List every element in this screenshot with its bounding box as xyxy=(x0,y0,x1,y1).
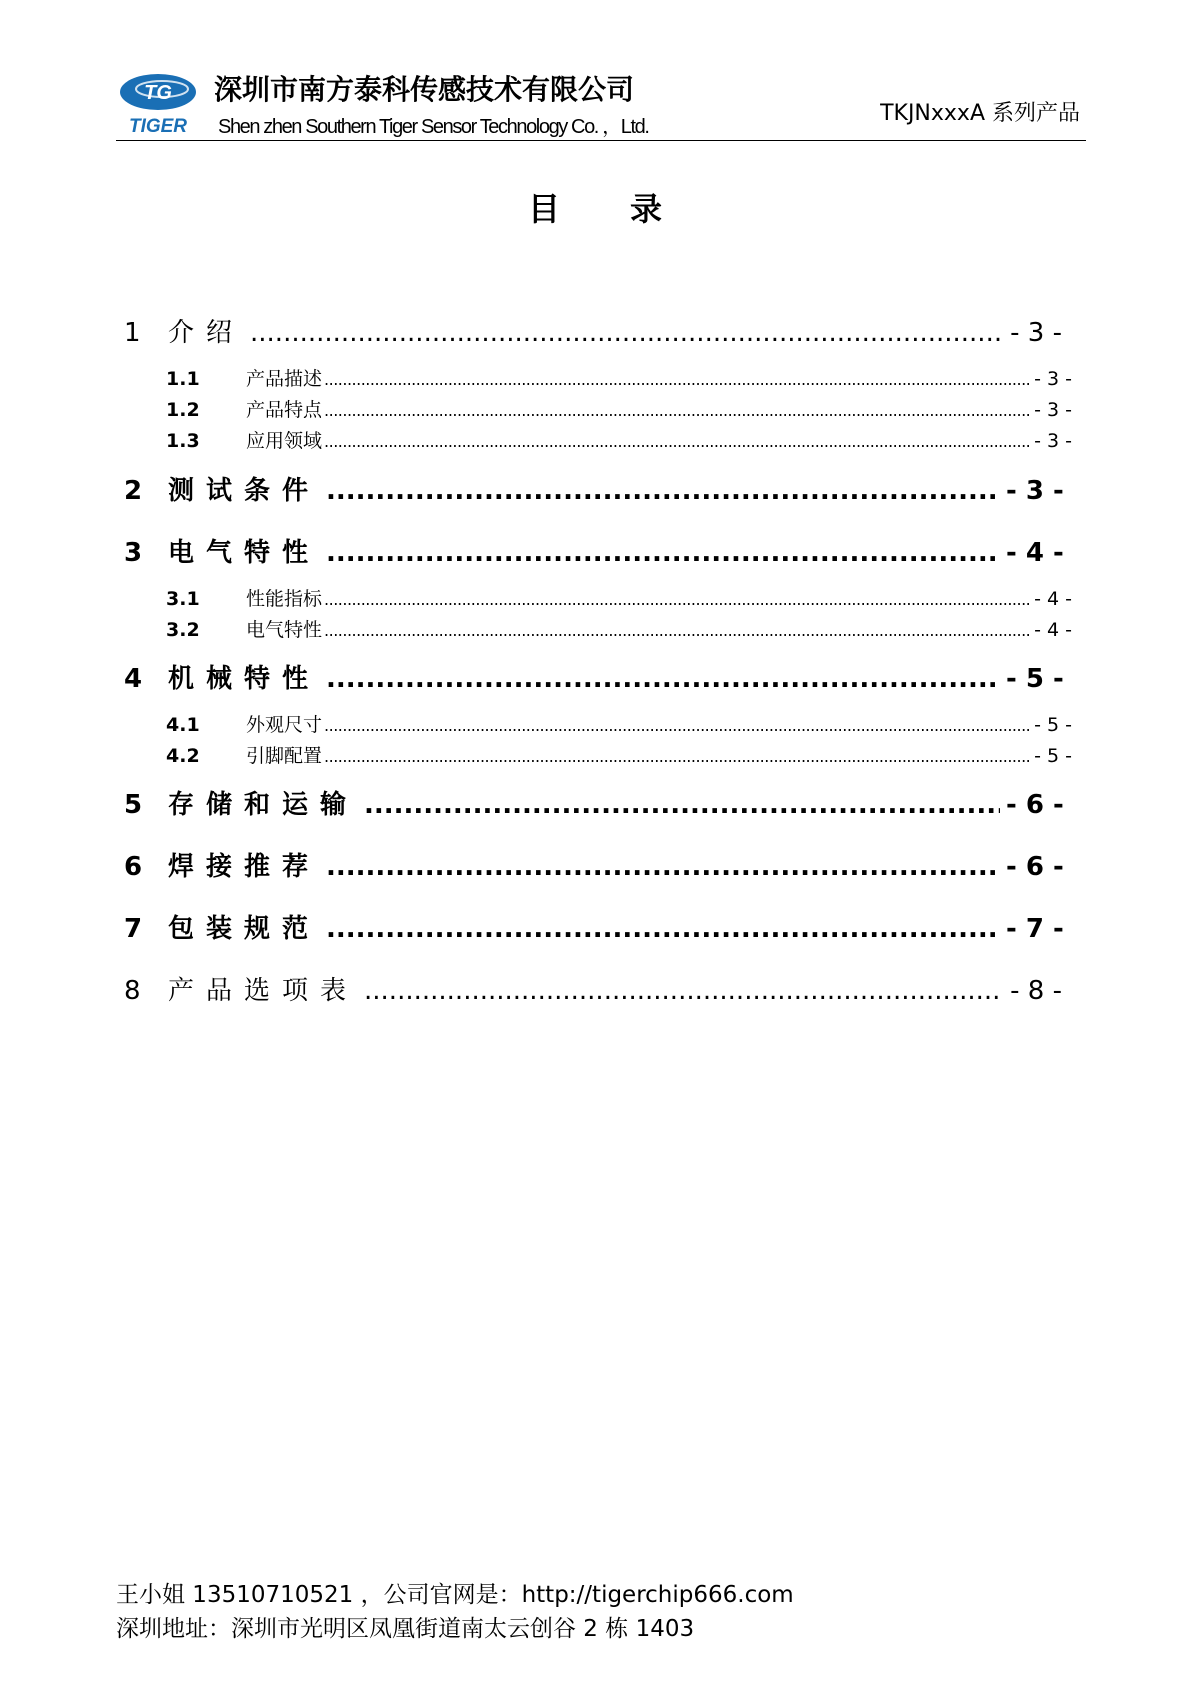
toc-number: 4 xyxy=(124,664,143,694)
toc-title: 目录 xyxy=(527,190,732,228)
toc-number: 6 xyxy=(124,852,143,882)
toc-number: 3 xyxy=(124,538,143,568)
toc-entry-1[interactable] xyxy=(124,312,1062,349)
toc-label: 产品选项表 xyxy=(168,976,359,1006)
toc-number: 3.1 xyxy=(166,588,200,610)
toc-number: 1.1 xyxy=(166,368,200,390)
toc-leader xyxy=(324,432,1030,451)
toc-page: - 6 - xyxy=(1006,852,1064,882)
toc-leader xyxy=(364,976,1000,1006)
toc-number: 1.3 xyxy=(166,430,200,452)
footer-address: 深圳地址：深圳市光明区凤凰街道南太云创谷 2 栋 1403 xyxy=(116,1616,695,1642)
logo-text-bottom: TIGER xyxy=(128,116,188,137)
toc-leader xyxy=(364,790,1000,820)
toc-page: - 4 - xyxy=(1006,538,1064,568)
toc-entry-3-1[interactable] xyxy=(166,584,1072,611)
toc-label: 测试条件 xyxy=(168,476,321,506)
toc-entry-1-1[interactable] xyxy=(166,364,1072,391)
toc-entry-7[interactable] xyxy=(124,908,1062,945)
toc-leader xyxy=(324,747,1030,766)
toc-number: 1.2 xyxy=(166,399,200,421)
toc-number: 7 xyxy=(124,914,143,944)
toc-number: 4.2 xyxy=(166,745,200,767)
toc-leader xyxy=(324,401,1030,420)
logo-text-top: TG xyxy=(144,82,172,104)
toc-entry-4[interactable] xyxy=(124,658,1062,695)
toc-page: - 3 - xyxy=(1010,318,1062,348)
product-series: TKJNxxxA 系列产品 xyxy=(880,101,1080,126)
toc-page: - 5 - xyxy=(1034,745,1072,767)
toc-page: - 5 - xyxy=(1006,664,1064,694)
toc-label: 焊接推荐 xyxy=(168,852,321,882)
toc-entry-8[interactable] xyxy=(124,970,1062,1007)
toc-entry-5[interactable] xyxy=(124,784,1062,821)
toc-leader xyxy=(326,914,1000,944)
toc-page: - 6 - xyxy=(1006,790,1064,820)
toc-leader xyxy=(326,538,1000,568)
toc-number: 1 xyxy=(124,318,141,348)
toc-label: 性能指标 xyxy=(246,588,323,610)
toc-leader xyxy=(326,852,1000,882)
toc-page: - 8 - xyxy=(1010,976,1062,1006)
toc-leader xyxy=(326,664,1000,694)
toc-entry-6[interactable] xyxy=(124,846,1062,883)
toc-number: 3.2 xyxy=(166,619,200,641)
toc-entry-3[interactable] xyxy=(124,532,1062,569)
company-name-en: Shen zhen Southern Tiger Sensor Technology Co. ，Ltd. xyxy=(218,116,649,138)
toc-leader xyxy=(326,476,1000,506)
toc-page: - 3 - xyxy=(1034,399,1072,421)
toc-leader xyxy=(324,621,1030,640)
toc-number: 2 xyxy=(124,476,143,506)
toc-label: 应用领域 xyxy=(246,430,323,452)
header-divider xyxy=(116,140,1086,141)
toc-label: 包装规范 xyxy=(168,914,321,944)
toc-number: 8 xyxy=(124,976,141,1006)
footer-contact: 王小姐 13510710521 ，公司官网是：http://tigerchip666.com xyxy=(116,1582,794,1608)
toc-entry-4-2[interactable] xyxy=(166,741,1072,768)
toc-entry-2[interactable] xyxy=(124,470,1062,507)
toc-label: 介绍 xyxy=(168,318,245,348)
toc-number: 4.1 xyxy=(166,714,200,736)
toc-leader xyxy=(324,590,1030,609)
toc-label: 产品特点 xyxy=(246,399,323,421)
toc-page: - 3 - xyxy=(1034,430,1072,452)
toc-leader xyxy=(324,716,1030,735)
toc-page: - 3 - xyxy=(1034,368,1072,390)
toc-entry-3-2[interactable] xyxy=(166,615,1072,642)
company-name-cn: 深圳市南方泰科传感技术有限公司 xyxy=(214,73,635,106)
toc-label: 机械特性 xyxy=(168,664,321,694)
toc-page: - 4 - xyxy=(1034,619,1072,641)
toc-leader xyxy=(250,318,1000,348)
tiger-logo-icon xyxy=(116,68,200,138)
toc-label: 引脚配置 xyxy=(246,745,323,767)
toc-entry-4-1[interactable] xyxy=(166,710,1072,737)
page-header xyxy=(116,62,1086,142)
toc-label: 产品描述 xyxy=(246,368,323,390)
toc-page: - 7 - xyxy=(1006,914,1064,944)
toc-page: - 3 - xyxy=(1006,476,1064,506)
toc-leader xyxy=(324,370,1030,389)
toc-label: 电气特性 xyxy=(246,619,323,641)
toc-page: - 4 - xyxy=(1034,588,1072,610)
toc-page: - 5 - xyxy=(1034,714,1072,736)
toc-number: 5 xyxy=(124,790,143,820)
toc-label: 存储和运输 xyxy=(168,790,359,820)
toc-entry-1-2[interactable] xyxy=(166,395,1072,422)
toc-label: 外观尺寸 xyxy=(246,714,323,736)
toc-entry-1-3[interactable] xyxy=(166,426,1072,453)
toc-label: 电气特性 xyxy=(168,538,321,568)
